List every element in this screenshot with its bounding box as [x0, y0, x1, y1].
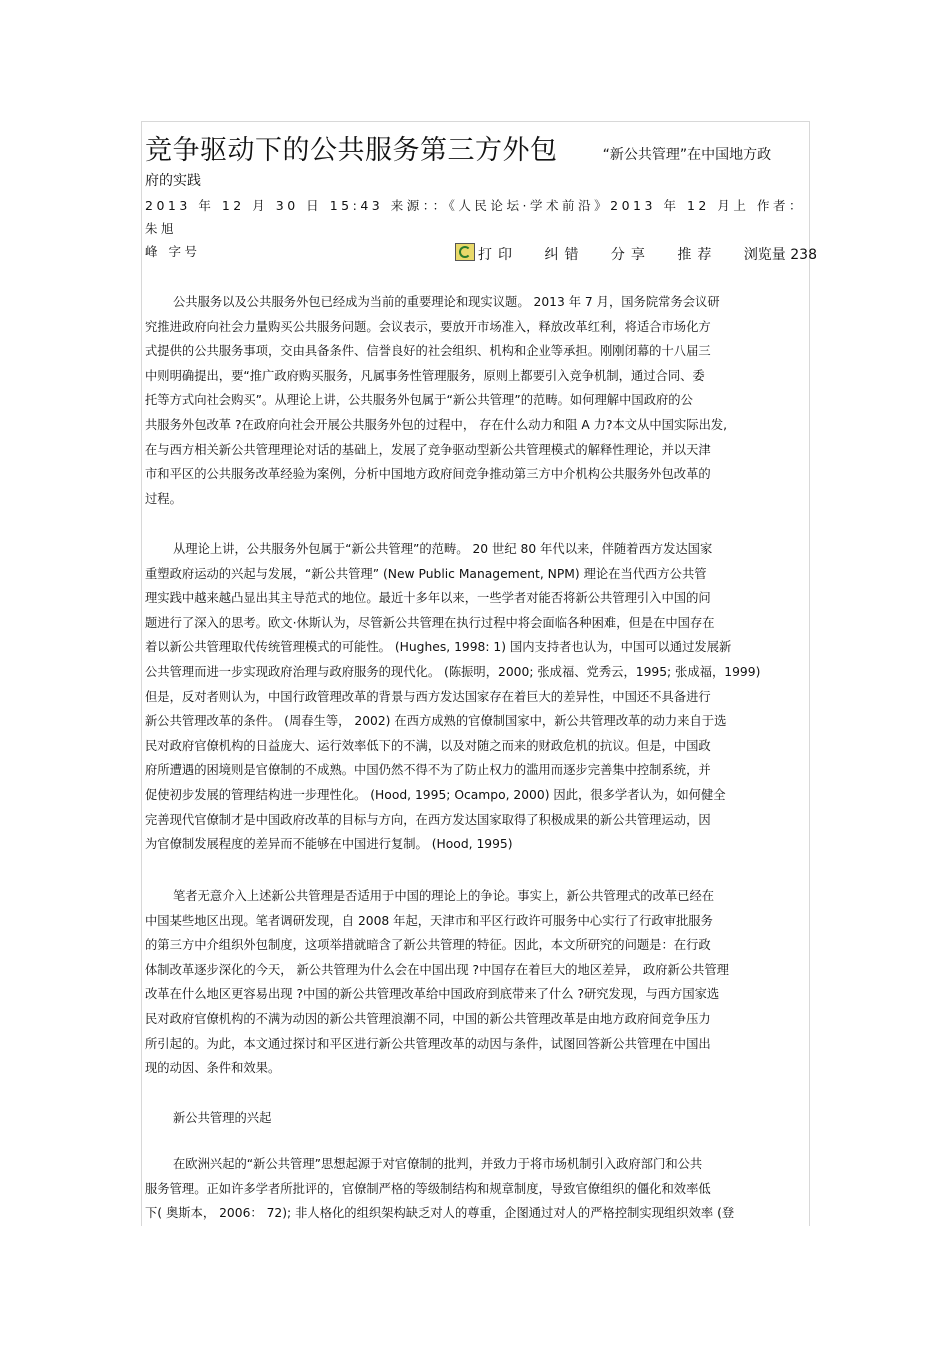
section-heading: 新公共管理的兴起 — [173, 1111, 272, 1125]
text-line: 托等方式向社会购买”。从理论上讲，公共服务外包属于“新公共管理”的范畴。如何理解中国政府的公 — [145, 393, 693, 408]
meta-line: 峰 字号 — [145, 244, 201, 259]
text-line: 公共服务以及公共服务外包已经成为当前的重要理论和现实议题。 2013 年 7 月，国务院常务会议研 — [173, 295, 720, 309]
text-line: 题进行了深入的思考。欧文·休斯认为，尽管新公共管理在执行过程中将会面临各种困难，但是在中国存在 — [145, 615, 715, 630]
text-line: 为官僚制发展程度的差异而不能够在中国进行复制。 (Hood, 1995) — [145, 837, 513, 852]
paragraph-3 — [145, 884, 805, 1081]
text-line: 服务管理。正如许多学者所批评的，官僚制严格的等级制结构和规章制度，导致官僚组织的僵化和效率低 — [145, 1181, 711, 1196]
print-label: 打印 — [478, 247, 518, 263]
text-line: 体制改革逐步深化的今天， 新公共管理为什么会在中国出现 ?中国存在着巨大的地区差异， 政府新公共管理 — [145, 962, 729, 977]
print-icon — [455, 243, 475, 261]
text-line: 共服务外包改革 ?在政府向社会开展公共服务外包的过程中， 存在什么动力和阻 A 力?本文从中国实际出发, — [145, 417, 728, 432]
article-title: 竞争驱动下的公共服务第三方外包 — [145, 135, 558, 166]
text-line: 在与西方相关新公共管理理论对话的基础上，发展了竞争驱动型新公共管理模式的解释性理论，并以天津 — [145, 442, 711, 457]
text-line: 完善现代官僚制才是中国政府改革的目标与方向，在西方发达国家取得了积极成果的新公共管理运动，因 — [145, 812, 711, 827]
article-subtitle-cont: 府的实践 — [145, 173, 201, 189]
meta-line: 2013 年 12 月 30 日 15:43 来源：：《人民论坛·学术前沿》2013 年 12 月上 作者：朱旭 — [145, 198, 805, 236]
text-line: 民对政府官僚机构的日益庞大、运行效率低下的不满，以及对随之而来的财政危机的抗议。但是，中国政 — [145, 738, 711, 753]
text-line: 所引起的。为此，本文通过探讨和平区进行新公共管理改革的动因与条件，试图回答新公共管理在中国出 — [145, 1036, 711, 1051]
recommend-button[interactable]: 推荐 — [677, 247, 718, 263]
article-toolbar — [455, 243, 817, 264]
text-line: 促使初步发展的管理结构进一步理性化。 (Hood, 1995; Ocampo, 2000) 因此，很多学者认为，如何健全 — [145, 787, 726, 802]
text-line: 现的动因、条件和效果。 — [145, 1061, 281, 1076]
text-line: 民对政府官僚机构的不满为动因的新公共管理浪潮不同，中国的新公共管理改革是由地方政府间竞争压力 — [145, 1011, 711, 1026]
text-line: 过程。 — [145, 491, 182, 506]
view-count: 浏览量 238 — [743, 247, 817, 263]
text-line: 式提供的公共服务事项，交由具备条件、信誉良好的社会组织、机构和企业等承担。刚刚闭幕的十八届三 — [145, 344, 711, 359]
text-line: 新公共管理改革的条件。 (周春生等， 2002) 在西方成熟的官僚制国家中，新公共管理改革的动力来自于选 — [145, 714, 727, 729]
text-line: 市和平区的公共服务改革经验为案例，分析中国地方政府间竞争推动第三方中介机构公共服务外包改革的 — [145, 467, 711, 482]
text-line: 府所遭遇的困境则是官僚制的不成熟。中国仍然不得不为了防止权力的滥用而逐步完善集中控制系统，并 — [145, 763, 711, 778]
correct-button[interactable]: 纠错 — [544, 247, 585, 263]
text-line: 重塑政府运动的兴起与发展，“新公共管理” (New Public Management, NPM) 理论在当代西方公共管 — [145, 566, 707, 581]
text-line: 理实践中越来越凸显出其主导范式的地位。最近十多年以来，一些学者对能否将新公共管理引入中国的问 — [145, 591, 711, 606]
article-subtitle: “新公共管理”在中国地方政 — [602, 147, 772, 163]
text-line: 中国某些地区出现。笔者调研发现，自 2008 年起，天津市和平区行政许可服务中心实行了行政审批服务 — [145, 913, 713, 928]
text-line: 笔者无意介入上述新公共管理是否适用于中国的理论上的争论。事实上，新公共管理式的改革已经在 — [173, 889, 715, 903]
text-line: 究推进政府向社会力量购买公共服务问题。会议表示，要放开市场准入，释放改革红利，将适合市场化方 — [145, 319, 711, 334]
paragraph-2 — [145, 537, 805, 857]
text-line: 但是，反对者则认为，中国行政管理改革的背景与西方发达国家存在着巨大的差异性，中国还不具备进行 — [145, 689, 711, 704]
text-line: 在欧洲兴起的“新公共管理”思想起源于对官僚制的批判，并致力于将市场机制引入政府部门和公共 — [173, 1157, 703, 1171]
share-button[interactable]: 分享 — [610, 247, 651, 263]
print-button[interactable] — [455, 247, 518, 263]
text-line: 从理论上讲，公共服务外包属于“新公共管理”的范畴。 20 世纪 80 年代以来，伴随着西方发达国家 — [173, 542, 713, 556]
text-line: 中则明确提出，要“推广政府购买服务，凡属事务性管理服务，原则上都要引入竞争机制，通过合同、委 — [145, 368, 705, 383]
text-line: 下( 奥斯本， 2006： 72); 非人格化的组织架构缺乏对人的尊重，企图通过对人的严格控制实现组织效率 (登 — [145, 1206, 735, 1221]
paragraph-4 — [145, 1152, 805, 1226]
text-line: 公共管理而进一步实现政府治理与政府服务的现代化。 (陈振明，2000; 张成福、党秀云，1995; 张成福，1999) — [145, 664, 761, 679]
title-row — [145, 128, 805, 167]
text-line: 改革在什么地区更容易出现 ?中国的新公共管理改革给中国政府到底带来了什么 ?研究发现，与西方国家选 — [145, 987, 720, 1002]
paragraph-1 — [145, 290, 805, 511]
text-line: 着以新公共管理取代传统管理模式的可能性。 (Hughes, 1998: 1) 国内支持者也认为，中国可以通过发展新 — [145, 640, 732, 655]
text-line: 的第三方中介组织外包制度，这项举措就暗含了新公共管理的特征。因此，本文所研究的问题是：在行政 — [145, 938, 711, 953]
